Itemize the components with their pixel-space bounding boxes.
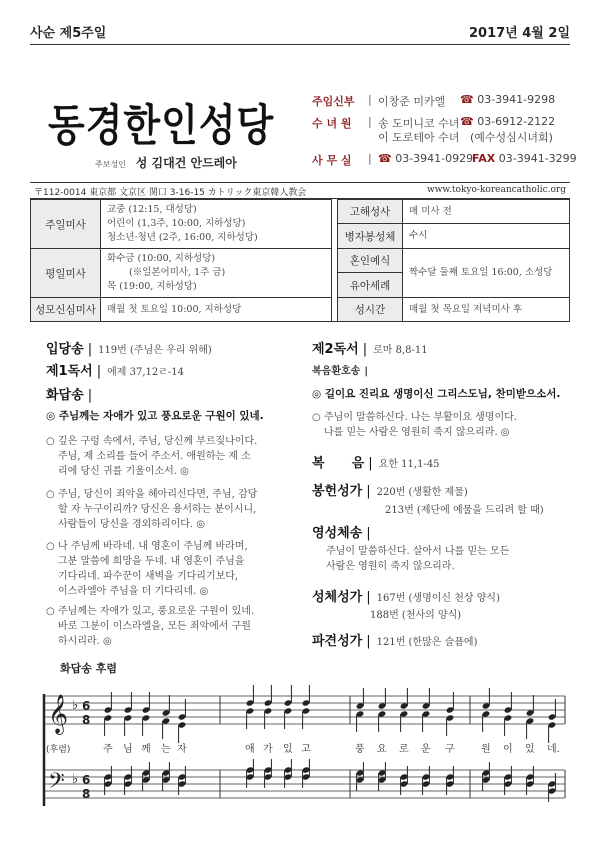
marriage-label: 혼인예식 (337, 248, 403, 273)
firstsat-mass-time: 매월 첫 토요일 10:00, 지하성당 (100, 297, 332, 322)
lyric-syllable: 자 (177, 744, 187, 755)
second-reading: 제2독서 | 로마 8,8-11 (312, 342, 428, 357)
lyric-lead: (후렴) (46, 745, 71, 755)
gospel: 복 음 | 요한 11,1-45 (312, 456, 440, 471)
time-signature: 8 (82, 787, 91, 801)
contact-tel: ☎ 03-3941-0929 (378, 152, 474, 165)
flat-icon: ♭ (72, 698, 79, 713)
website-link[interactable]: www.tokyo-koreancatholic.org (427, 185, 566, 195)
bulletin-date: 2017년 4월 2일 (469, 26, 570, 41)
lyric-syllable: 께 (141, 744, 151, 755)
lyric-syllable: 운 (421, 744, 431, 755)
address-bar (30, 182, 570, 199)
first-reading: 제1독서 | 에제 37,12ㄹ-14 (46, 364, 185, 379)
weekday-mass-times: 화수금 (10:00, 지하성당) (※일본어미사, 1주 금) 목 (19:00, 지하성당) (100, 248, 332, 298)
confession-time: 매 미사 전 (402, 199, 570, 224)
psalm-verse: ○ 깊은 구렁 속에서, 주님, 당신께 부르짖나이다. 주님, 제 소리를 들어 주소서. 애원하는 제 소 리에 당신 귀를 기울이소서. ◎ (46, 436, 258, 477)
lyric-syllable: 요 (377, 744, 387, 755)
contact-value-2: 이 도로테아 수녀 (378, 131, 460, 144)
lyric-syllable: 고 (301, 744, 311, 755)
lyric-syllable: 네. (547, 744, 560, 755)
contact-convent: 수 녀 원 | 송 도미니코 수녀 이 도로테아 수녀 ☎ 03-6912-2122 (예수성심시녀회) (312, 115, 556, 144)
lyric-syllable: 는 (161, 744, 171, 755)
patron-name: 성 김대건 안드레아 (135, 156, 237, 170)
contact-tel-note: (예수성심시녀회) (470, 131, 553, 144)
psalm-response: ◎ 주님께는 자애가 있고 풍요로운 구원이 있네. (46, 410, 264, 422)
offertory-hymn-2: 213번 (제단에 예물을 드리려 할 때) (385, 505, 544, 516)
patron-prefix: 주보성인 (95, 160, 126, 169)
lyric-syllable: 있 (525, 744, 535, 755)
offertory-hymn: 봉헌성가 | 220번 (생활한 제물) (312, 484, 468, 499)
confession-label: 고해성사 (337, 199, 403, 224)
firstsat-mass-label: 성모신심미사 (30, 297, 101, 322)
weekday-mass-label: 평일미사 (30, 248, 101, 298)
lyric-syllable: 주 (103, 744, 113, 755)
psalm-refrain-title: 화답송 후렴 (60, 662, 117, 675)
postal-address: 〒112-0014 東京都 文京区 関口 3-16-15 カトリック東京韓人教会 (34, 188, 307, 198)
contact-label: 사 무 실 (312, 154, 352, 167)
sunday-mass-label: 주일미사 (30, 199, 101, 249)
contact-value: 이창준 미카엘 (378, 95, 446, 108)
lyric-syllable: 님 (123, 744, 133, 755)
contact-fax: FAX 03-3941-3299 (472, 152, 577, 165)
bass-clef-icon: 𝄢 (48, 769, 65, 799)
lyric-syllable: 로 (399, 744, 409, 755)
contact-label: 주임신부 (312, 95, 355, 108)
lyric-syllable: 이 (503, 744, 513, 755)
flat-icon: ♭ (72, 772, 79, 787)
communion-hymn: 성체성가 | 167번 (생명이신 천상 양식) (312, 590, 500, 605)
phone-icon: ☎ (460, 115, 474, 128)
time-signature: 6 (82, 699, 91, 713)
phone-icon: ☎ (460, 93, 474, 106)
time-signature: 8 (82, 713, 91, 727)
schedule-table (30, 199, 570, 322)
psalm-verse: ○ 나 주님께 바라네. 내 영혼이 주님께 바라며, 그분 말씀에 희망을 두네. 내 영혼이 주님을 기다리네. 파수꾼이 새벽을 기다리기보다, 이스라엘아 주님을 더 기다리네. ◎ (46, 541, 248, 597)
church-name: 동경한인성당 (48, 100, 275, 151)
acclamation-verse: ○ 주님이 말씀하신다. 나는 부활이요 생명이다. 나를 믿는 사람은 영원히 죽지 않으리라. ◎ (312, 412, 517, 438)
time-signature: 6 (82, 773, 91, 787)
lyrics (103, 742, 560, 755)
lyric-syllable: 애 (245, 744, 255, 755)
phone-icon: ☎ (378, 152, 392, 165)
contact-tel: ☎ 03-3941-9298 (460, 93, 556, 106)
anointing-label: 병자봉성체 (337, 223, 403, 249)
adoration-time: 매월 첫 목요일 저녁미사 후 (402, 297, 570, 322)
lyric-syllable: 가 (263, 744, 273, 755)
contact-pastor: 주임신부 | 이창준 미카엘 ☎ 03-3941-9298 (312, 93, 556, 108)
anointing-time: 수시 (402, 223, 570, 249)
infant-baptism-label: 유아세례 (337, 272, 403, 298)
contact-label: 수 녀 원 (312, 117, 352, 130)
contact-tel: ☎ 03-6912-2122 (460, 115, 556, 128)
patron-saint (95, 154, 237, 171)
sunday-mass-times: 교중 (12:15, 대성당) 어린이 (1,3주, 10:00, 지하성당) 청소년·청년 (2주, 16:00, 지하성당) (100, 199, 332, 249)
psalm-verse: ○ 주님, 당신이 죄악을 헤아리신다면, 주님, 감당 할 자 누구이리까? 당신은 용서하는 분이시니, 사람들이 당신을 경외하리이다. ◎ (46, 489, 258, 530)
psalm-verse: ○ 주님께는 자애가 있고, 풍요로운 구원이 있네. 바로 그분이 이스라엘을, 모든 죄악에서 구원 하시리라. ◎ (46, 606, 255, 647)
lyric-syllable: 구 (445, 744, 455, 755)
psalm-heading: 화답송 | (46, 388, 93, 403)
sheet-music (30, 680, 575, 820)
communion-hymn-2: 188번 (천사의 양식) (370, 610, 462, 621)
gospel-acclamation-heading: 복음환호송 | (312, 366, 368, 377)
lyric-syllable: 원 (481, 744, 491, 755)
contact-value: 송 도미니코 수녀 (378, 117, 460, 130)
header-divider (30, 44, 570, 45)
lyric-syllable: 풍 (355, 744, 365, 755)
entrance-hymn: 입당송 | 119번 (주님은 우리 위해) (46, 342, 212, 357)
treble-clef-icon: 𝄞 (48, 694, 69, 734)
communion-antiphon: 주님이 말씀하신다. 살아서 나를 믿는 모든 사람은 영원히 죽지 않으리라. (326, 546, 510, 572)
communion-antiphon-heading: 영성체송 | (312, 526, 371, 541)
adoration-label: 성시간 (337, 297, 403, 322)
lyric-syllable: 있 (283, 744, 293, 755)
marriage-baptism-time: 짝수달 둘째 토요일 16:00, 소성당 (402, 248, 570, 298)
recessional-hymn: 파견성가 | 121번 (한많은 슬픔에) (312, 634, 478, 649)
contact-office: 사 무 실 | ☎ 03-3941-0929 FAX 03-3941-3299 (312, 152, 577, 167)
acclamation-response: ◎ 길이요 진리요 생명이신 그리스도님, 찬미받으소서. (312, 388, 561, 400)
week-title: 사순 제5주일 (30, 26, 107, 41)
